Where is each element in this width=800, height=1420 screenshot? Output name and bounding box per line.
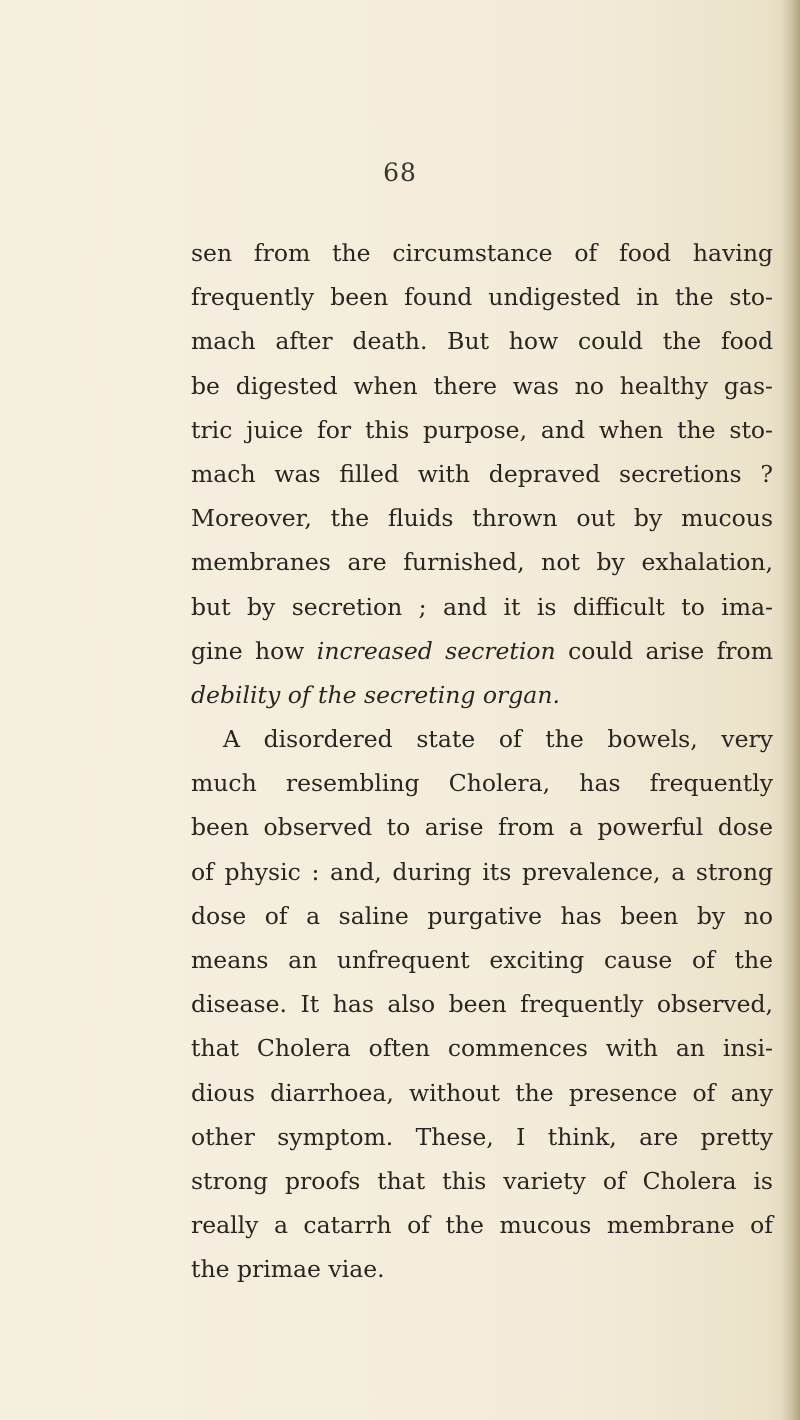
text-segment: gine how [191,636,317,665]
text-line: dious diarrhoea, without the presence of any [191,1078,773,1107]
text-line: strong proofs that this variety of Cholera is [191,1166,773,1195]
text-line: the primae viae. [191,1255,385,1284]
text-line: mach after death. But how could the food [191,327,773,356]
text-line: disease. It has also been frequently observed, [191,990,773,1019]
text-segment: could arise from [555,636,773,665]
text-line: Moreover, the fluids thrown out by mucous [191,504,773,533]
italic-phrase: debility of the secreting organ. [191,680,560,709]
page-edge-shadow [782,0,800,1420]
text-line: that Cholera often commences with an insi- [191,1034,773,1063]
text-line: be digested when there was no healthy gas- [191,371,773,400]
text-line: frequently been found undigested in the sto- [191,283,773,312]
text-line: but by secretion ; and it is difficult to ima- [191,592,773,621]
text-line [191,673,773,717]
text-line: really a catarrh of the mucous membrane of [191,1211,773,1240]
text-line: of physic : and, during its prevalence, a strong [191,857,773,886]
text-line: other symptom. These, I think, are pretty [191,1122,773,1151]
text-line: means an unfrequent exciting cause of the [191,946,773,974]
text-line: mach was filled with depraved secretions ? [191,459,773,488]
text-line: sen from the circumstance of food having [191,239,773,267]
page-number: 68 [383,158,417,187]
italic-phrase: increased secretion [316,636,556,665]
body-text [191,231,773,1292]
text-line: tric juice for this purpose, and when the sto- [191,415,773,444]
text-line [191,629,773,673]
text-line: dose of a saline purgative has been by no [191,901,773,930]
paragraph-start-line: A disordered state of the bowels, very [223,725,773,754]
text-line: membranes are furnished, not by exhalation, [191,548,773,577]
text-line: much resembling Cholera, has frequently [191,769,773,798]
text-line: been observed to arise from a powerful dose [191,813,773,842]
